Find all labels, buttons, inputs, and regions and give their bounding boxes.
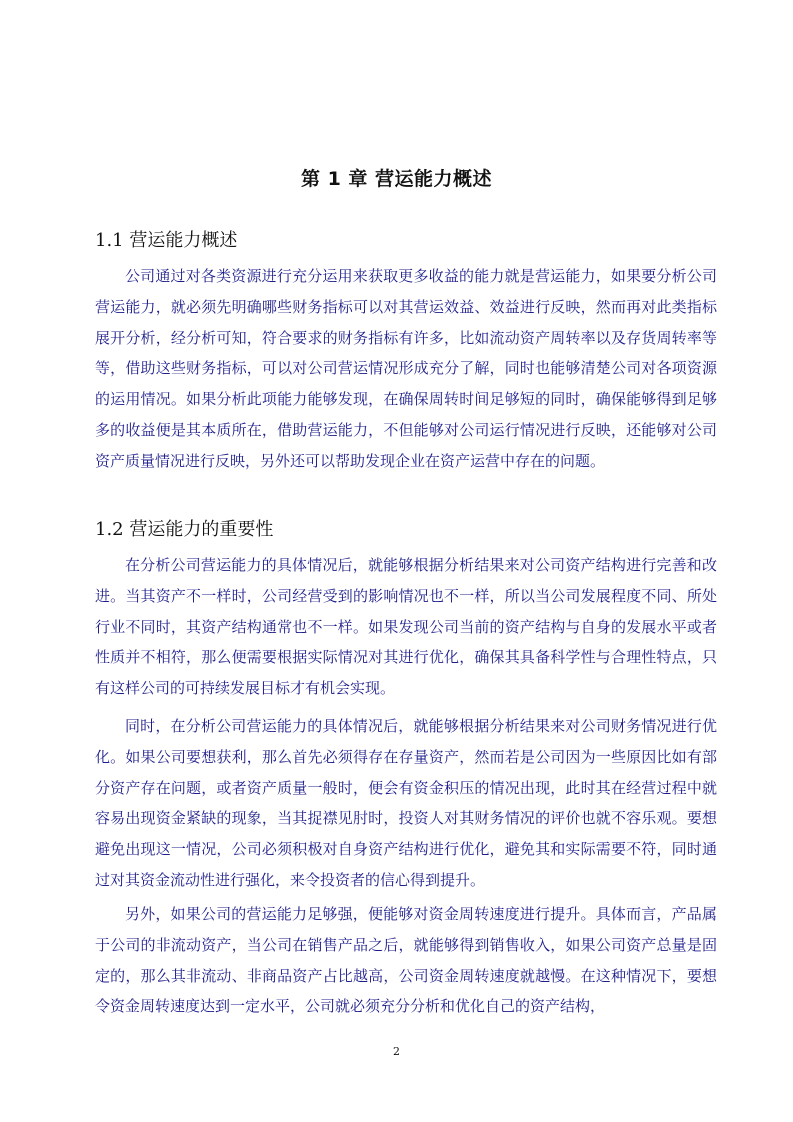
page-number: 2 [393,1045,400,1058]
paragraph-1-2-3: 另外，如果公司的营运能力足够强，便能够对资金周转速度进行提升。具体而言，产品属于公司的非流动资产，当公司在销售产品之后，就能够得到销售收入，如果公司资产总量是固定的，那么其非流动、非商品资产占比越高，公司资金周转速度就越慢。在这种情况下，要想令资金周转速度达到一定水平，公司就必须充分分析和优化自己的资产结构， [95,905,717,1016]
section-heading-1-2: 1.2 营运能力的重要性 [95,519,274,540]
chapter-title: 第 1 章 营运能力概述 [300,168,493,190]
paragraph-1-2-2: 同时，在分析公司营运能力的具体情况后，就能够根据分析结果来对公司财务情况进行优化。如果公司要想获利，那么首先必须得存在存量资产，然而若是公司因为一些原因比如有部分资产存在问题，或者资产质量一般时，便会有资金积压的情况出现，此时其在经营过程中就容易出现资金紧缺的现象，当其捉襟见肘时，投资人对其财务情况的评价也就不容乐观。要想避免出现这一情况，公司必须积极对自身资产结构进行优化，避免其和实际需要不符，同时通过对其资金流动性进行强化，来令投资者的信心得到提升。 [95,717,717,889]
section-heading-1-1: 1.1 营运能力概述 [95,230,238,251]
paragraph-1-1-1: 公司通过对各类资源进行充分运用来获取更多收益的能力就是营运能力，如果要分析公司营运能力，就必须先明确哪些财务指标可以对其营运效益、效益进行反映，然而再对此类指标展开分析，经分析可知，符合要求的财务指标有许多，比如流动资产周转率以及存货周转率等等，借助这些财务指标，可以对公司营运情况形成充分了解，同时也能够清楚公司对各项资源的运用情况。如果分析此项能力能够发现，在确保周转时间足够短的同时，确保能够得到足够多的收益便是其本质所在，借助营运能力，不但能够对公司运行情况进行反映，还能够对公司资产质量情况进行反映，另外还可以帮助发现企业在资产运营中存在的问题。 [95,267,717,470]
paragraph-1-2-1: 在分析公司营运能力的具体情况后，就能够根据分析结果来对公司资产结构进行完善和改进。当其资产不一样时，公司经营受到的影响情况也不一样，所以当公司发展程度不同、所处行业不同时，其资产结构通常也不一样。如果发现公司当前的资产结构与自身的发展水平或者性质并不相符，那么便需要根据实际情况对其进行优化，确保其具备科学性与合理性特点，只有这样公司的可持续发展目标才有机会实现。 [95,556,717,698]
